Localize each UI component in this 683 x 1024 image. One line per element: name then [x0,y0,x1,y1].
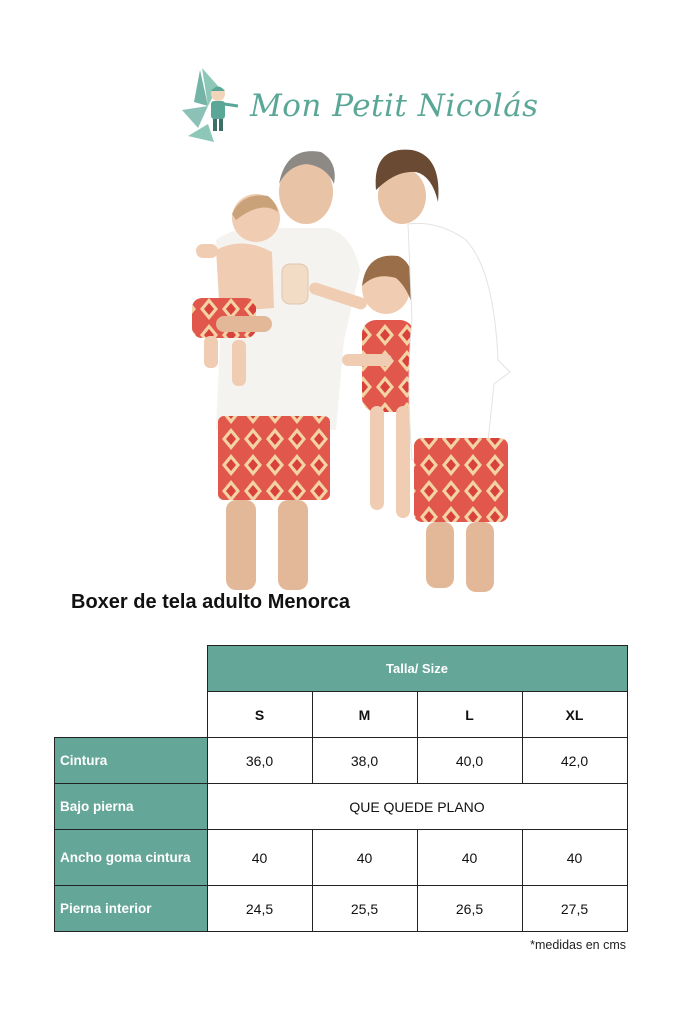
brand-name: Mon Petit Nicolás [250,88,539,124]
boy-kite-logo-icon [178,66,242,144]
cell-value: 27,5 [522,886,627,932]
table-row [55,738,628,784]
measurements-note: *medidas en cms [530,938,626,952]
size-l: L [417,692,522,738]
row-label-ancho-goma-cintura: Ancho goma cintura [55,830,208,886]
table-row [55,784,628,830]
cell-value: 40 [312,830,417,886]
size-s: S [207,692,312,738]
cell-value: 40 [417,830,522,886]
table-row [55,886,628,932]
row-label-pierna-interior: Pierna interior [55,886,208,932]
table-row [55,830,628,886]
cell-value: 38,0 [312,738,417,784]
size-m: M [312,692,417,738]
table-corner [55,692,208,738]
row-label-cintura: Cintura [55,738,208,784]
cell-value: 26,5 [417,886,522,932]
brand-logo [178,66,539,146]
cell-value: 36,0 [207,738,312,784]
table-corner [55,646,208,692]
size-header: Talla/ Size [207,646,627,692]
cell-value: 40 [522,830,627,886]
bottle [282,264,308,304]
size-table [54,645,628,932]
family-photo [176,140,516,592]
size-xl: XL [522,692,627,738]
cell-value: 40 [207,830,312,886]
product-title: Boxer de tela adulto Menorca [71,591,350,613]
cell-value: 24,5 [207,886,312,932]
row-label-bajo-pierna: Bajo pierna [55,784,208,830]
cell-value: 42,0 [522,738,627,784]
cell-value: 25,5 [312,886,417,932]
cell-value: 40,0 [417,738,522,784]
merged-cell-value: QUE QUEDE PLANO [207,784,627,830]
